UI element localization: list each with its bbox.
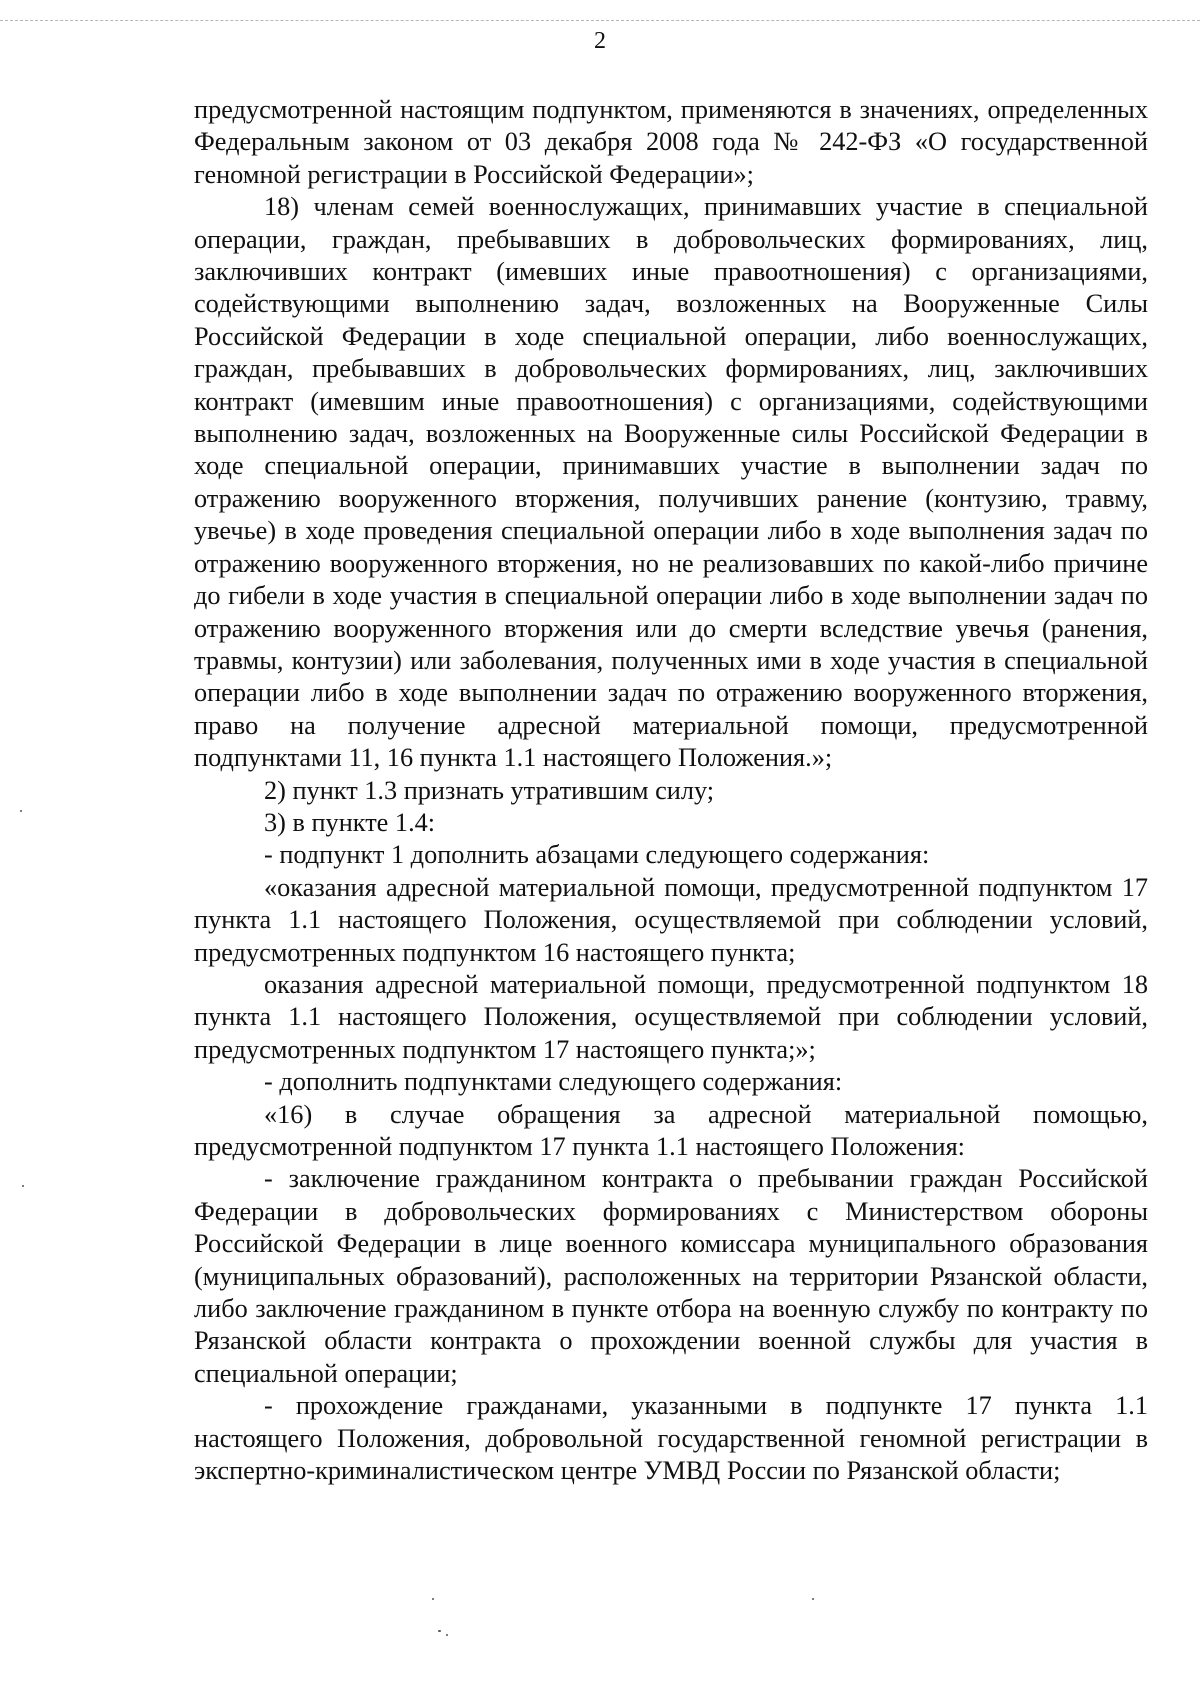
scan-speck <box>438 1630 441 1632</box>
paragraph-subitem-16: «16) в случае обращения за адресной материальной помощью, предусмотренной подпунктом 17 пункта 1.1 настоящего Положения: <box>194 1099 1148 1161</box>
paragraph-subitem-18: 18) членам семей военнослужащих, принимавших участие в специальной операции, граждан, пребывавших в добровольческих формированиях, лиц, заключивших контракт (имевших иные правоотношения) с организациями, содействующими выполнению задач, возложенных на Вооруженные Силы Российской Федерации в ходе специальной операции, либо военнослужащих, граждан, пребывавших в добровольческих формированиях, лиц, заключивших контракт (имевшим иные правоотношения) с организациями, содействующими выполнению задач, возложенных на Вооруженные силы Российской Федерации в ходе специальной операции, принимавших участие в выполнении задач по отражению вооруженного вторжения, получивших ранение (контузию, травму, увечье) в ходе проведения специальной операции либо в ходе выполнения задач по отражению вооруженного вторжения, но не реализовавших по какой-либо причине до гибели в ходе участия в специальной операции либо в ходе выполнении задач по отражению вооруженного вторжения или до смерти вследствие увечья (ранения, травмы, контузии) или заболевания, полученных ими в ходе участия в специальной операции либо в ходе выполнении задач по отражению вооруженного вторжения, право на получение адресной материальной помощи, предусмотренной подпунктами 11, 16 пункта 1.1 настоящего Положения.»; <box>194 192 1148 773</box>
document-body <box>194 94 1148 1487</box>
scan-speck <box>812 1598 814 1600</box>
scan-speck <box>20 810 22 812</box>
scan-speck <box>446 1634 448 1636</box>
paragraph-dash-genome-registration: - прохождение гражданами, указанными в подпункте 17 пункта 1.1 настоящего Положения, добровольной государственной геномной регистрации в экспертно-криминалистическом центре УМВД России по Рязанской области; <box>194 1391 1148 1486</box>
scan-speck <box>22 1185 24 1187</box>
paragraph-continuation-genome-law: предусмотренной настоящим подпунктом, применяются в значениях, определенных Федеральным законом от 03 декабря 2008 года № 242-ФЗ «О государственной геномной регистрации в Российской Федерации»; <box>194 95 1148 189</box>
page-number: 2 <box>594 28 606 54</box>
paragraph-quote-subitem-17: «оказания адресной материальной помощи, предусмотренной подпунктом 17 пункта 1.1 настоящего Положения, осуществляемой при соблюдении условий, предусмотренных подпунктом 16 настоящего пункта; <box>194 872 1148 967</box>
paragraph-dash-add-subitems: - дополнить подпунктами следующего содержания: <box>264 1067 843 1097</box>
paragraph-quote-subitem-18: оказания адресной материальной помощи, предусмотренной подпунктом 18 пункта 1.1 настоящего Положения, осуществляемой при соблюдении условий, предусмотренных подпунктом 17 настоящего пункта;»; <box>194 969 1148 1064</box>
paragraph-dash-contract: - заключение гражданином контракта о пребывании граждан Российской Федерации в добровольческих формированиях с Министерством обороны Российской Федерации в лице военного комиссара муниципального образования (муниципальных образований), расположенных на территории Рязанской области, либо заключение гражданином в пункте отбора на военную службу по контракту по Рязанской области контракта о прохождении военной службы для участия в специальной операции; <box>194 1164 1148 1388</box>
scan-edge-line <box>0 20 1200 21</box>
paragraph-dash-supplement: - подпункт 1 дополнить абзацами следующего содержания: <box>264 840 930 870</box>
paragraph-item-2: 2) пункт 1.3 признать утратившим силу; <box>264 775 715 805</box>
paragraph-item-3: 3) в пункте 1.4: <box>264 807 436 837</box>
scan-speck <box>432 1598 434 1600</box>
